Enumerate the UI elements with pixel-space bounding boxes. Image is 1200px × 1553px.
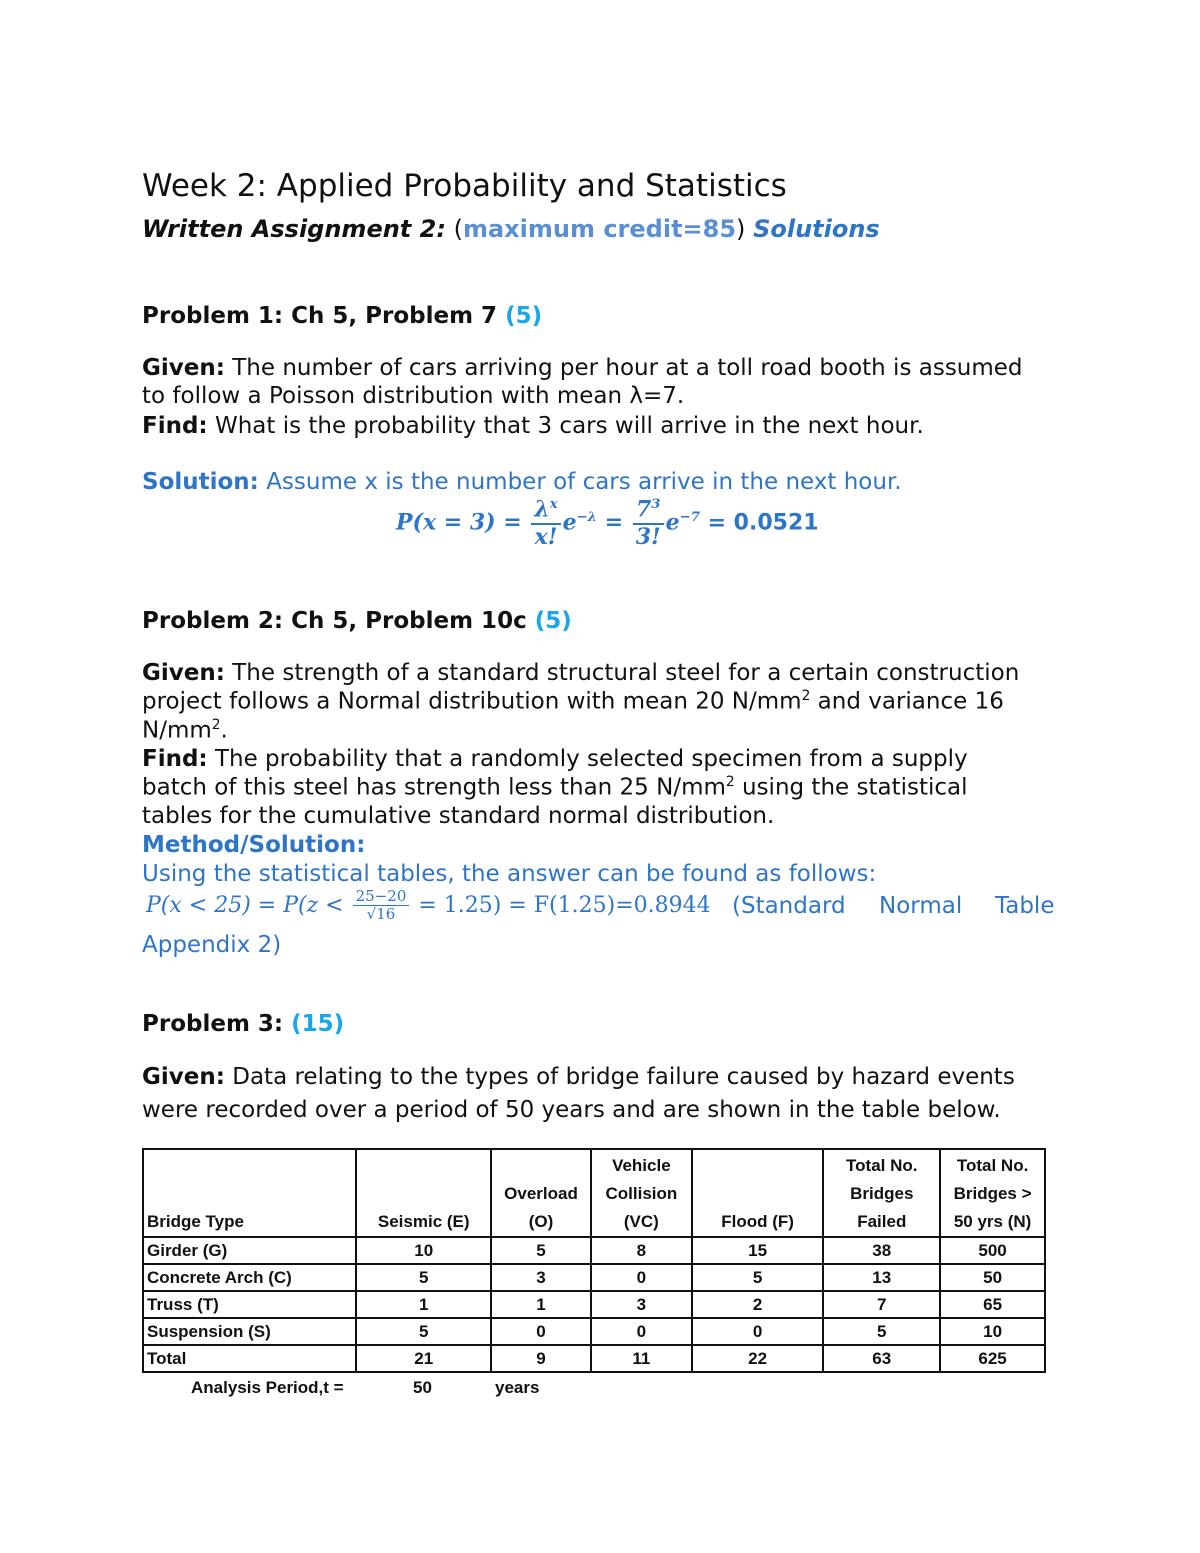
problem1-given-line1 — [142, 355, 1023, 381]
value-cell: 13 — [823, 1264, 940, 1291]
value-cell: 7 — [823, 1291, 940, 1318]
problem2-title: Problem 2: Ch 5, Problem 10c — [142, 608, 527, 634]
value-cell: 9 — [491, 1345, 591, 1372]
problem3-given-line2: were recorded over a period of 50 years and are shown in the table below. — [142, 1097, 1001, 1123]
header-line: Collision — [605, 1184, 678, 1203]
value-cell: 0 — [591, 1264, 692, 1291]
frac-den: x! — [534, 523, 558, 550]
value-cell: 50 — [940, 1264, 1045, 1291]
find-text: What is the probability that 3 cars will arrive in the next hour. — [207, 413, 924, 439]
eq-lhs: P(x = 3) = — [396, 509, 522, 536]
solution-label: Solution: — [142, 469, 259, 495]
header-line: Failed — [857, 1212, 907, 1231]
table-header-row — [143, 1149, 1045, 1237]
analysis-period-unit: years — [495, 1378, 540, 1397]
problem2-find-line1 — [142, 746, 968, 772]
solution-text: Assume x is the number of cars arrive in the next hour. — [258, 469, 902, 495]
table-row — [143, 1291, 1045, 1318]
value-cell: 38 — [823, 1237, 940, 1264]
problem1-title: Problem 1: Ch 5, Problem 7 — [142, 303, 498, 329]
value-cell: 63 — [823, 1345, 940, 1372]
eq-fraction-lambda — [531, 497, 560, 550]
problem2-equation — [146, 888, 711, 924]
problem3-points: (15) — [291, 1011, 345, 1037]
table-header-cell — [143, 1149, 356, 1237]
analysis-period-label: Analysis Period,t = — [191, 1378, 344, 1397]
page-title: Week 2: Applied Probability and Statistics — [142, 168, 787, 204]
value-cell: 0 — [491, 1318, 591, 1345]
table-body — [143, 1237, 1045, 1372]
table-header-cell — [356, 1149, 491, 1237]
eq-exp-sup: −λ — [576, 510, 597, 526]
analysis-period-value: 50 — [413, 1378, 432, 1397]
text: N/mm — [142, 717, 212, 744]
frac-num: 25−20 — [353, 888, 410, 906]
table-row — [143, 1318, 1045, 1345]
problem1-find — [142, 413, 924, 439]
table-row — [143, 1345, 1045, 1372]
header-line: Flood (F) — [721, 1212, 794, 1231]
value-cell: 5 — [823, 1318, 940, 1345]
frac-den: 3! — [635, 523, 661, 550]
value-cell: 5 — [692, 1264, 824, 1291]
text: and variance 16 — [810, 688, 1004, 715]
superscript: 2 — [801, 688, 811, 704]
value-cell: 5 — [356, 1318, 491, 1345]
solutions-label: Solutions — [753, 215, 880, 243]
header-line: (O) — [528, 1212, 554, 1231]
problem1-solution — [142, 469, 902, 495]
header-line: Total No. — [846, 1156, 918, 1175]
table-row — [143, 1237, 1045, 1264]
value-cell: 3 — [491, 1264, 591, 1291]
text: project follows a Normal distribution with mean 20 N/mm — [142, 688, 802, 715]
table-row — [143, 1264, 1045, 1291]
frac-num: 7 — [635, 496, 652, 523]
value-cell: 11 — [591, 1345, 692, 1372]
problem3-heading — [142, 1011, 344, 1037]
problem2-given-line1 — [142, 660, 1019, 686]
problem3-title: Problem 3: — [142, 1011, 284, 1037]
text: using the statistical — [734, 774, 968, 801]
bridge-failure-table — [142, 1148, 1046, 1373]
value-cell: 500 — [940, 1237, 1045, 1264]
value-cell: 21 — [356, 1345, 491, 1372]
problem1-equation — [396, 497, 819, 550]
value-cell: 2 — [692, 1291, 824, 1318]
value-cell: 5 — [356, 1264, 491, 1291]
value-cell: 5 — [491, 1237, 591, 1264]
header-line: Seismic (E) — [377, 1212, 470, 1231]
text: . — [220, 717, 228, 744]
given-label: Given: — [142, 355, 225, 381]
table-header-cell — [591, 1149, 692, 1237]
value-cell: 1 — [491, 1291, 591, 1318]
value-cell: 3 — [591, 1291, 692, 1318]
frac-num-sup: x — [549, 497, 558, 512]
given-label: Given: — [142, 660, 225, 686]
eq-equals: = — [604, 509, 624, 536]
header-line: Bridges > — [953, 1184, 1032, 1203]
given-text: The number of cars arriving per hour at a toll road booth is assumed — [224, 355, 1023, 381]
eq-exp-sup: −7 — [679, 510, 700, 526]
table-header-cell — [491, 1149, 591, 1237]
header-line: 50 yrs (N) — [953, 1212, 1032, 1231]
value-cell: 625 — [940, 1345, 1045, 1372]
value-cell: 10 — [356, 1237, 491, 1264]
row-label-cell: Total — [143, 1345, 356, 1372]
value-cell: 65 — [940, 1291, 1045, 1318]
table-ref-table: Table — [995, 893, 1055, 919]
method-label: Method/Solution: — [142, 832, 366, 858]
value-cell: 15 — [692, 1237, 824, 1264]
given-label: Given: — [142, 1064, 225, 1090]
header-line: Bridge Type — [147, 1212, 244, 1231]
eq-exp: e — [562, 509, 577, 536]
given-text: Data relating to the types of bridge failure caused by hazard events — [224, 1064, 1015, 1090]
table-ref-appendix: Appendix 2) — [142, 932, 282, 958]
eq-fraction-z — [353, 888, 410, 924]
header-line: Total No. — [956, 1156, 1029, 1175]
header-line: (VC) — [623, 1212, 659, 1231]
find-text: The probability that a randomly selected specimen from a supply — [207, 746, 968, 772]
problem2-find-line2 — [142, 774, 968, 801]
max-credit: maximum credit=85 — [462, 215, 737, 243]
problem1-heading — [142, 303, 542, 329]
frac-num: λ — [534, 496, 550, 523]
problem2-find-line3: tables for the cumulative standard normal distribution. — [142, 803, 775, 829]
table-ref-normal: Normal — [879, 893, 963, 919]
frac-num-sup: 3 — [651, 497, 661, 512]
row-label-cell: Concrete Arch (C) — [143, 1264, 356, 1291]
problem1-given-line2: to follow a Poisson distribution with mean λ=7. — [142, 383, 685, 409]
row-label-cell: Suspension (S) — [143, 1318, 356, 1345]
table-ref-standard: (Standard — [732, 893, 846, 919]
eq-part2: = 1.25) = F(1.25)=0.8944 — [418, 892, 711, 918]
header-line: Vehicle — [612, 1156, 671, 1175]
find-label: Find: — [142, 746, 208, 772]
header-line: Overload — [504, 1184, 578, 1203]
value-cell: 10 — [940, 1318, 1045, 1345]
problem2-given-line2 — [142, 688, 1004, 715]
row-label-cell: Girder (G) — [143, 1237, 356, 1264]
problem1-points: (5) — [505, 303, 543, 329]
table-header-cell — [823, 1149, 940, 1237]
eq-exp: e — [665, 509, 680, 536]
find-label: Find: — [142, 413, 208, 439]
value-cell: 1 — [356, 1291, 491, 1318]
problem2-heading — [142, 608, 572, 634]
given-text: The strength of a standard structural steel for a certain construction — [224, 660, 1020, 686]
method-text: Using the statistical tables, the answer can be found as follows: — [142, 861, 877, 887]
problem2-given-line3 — [142, 717, 228, 744]
value-cell: 0 — [591, 1318, 692, 1345]
value-cell: 0 — [692, 1318, 824, 1345]
problem2-points: (5) — [534, 608, 572, 634]
table-header-cell — [692, 1149, 824, 1237]
superscript: 2 — [211, 717, 221, 733]
eq-fraction-seven — [633, 497, 664, 550]
value-cell: 22 — [692, 1345, 824, 1372]
problem3-given-line1 — [142, 1064, 1015, 1090]
paren-open: ( — [453, 215, 463, 243]
header-line: Bridges — [850, 1184, 914, 1203]
text: batch of this steel has strength less than 25 N/mm — [142, 774, 726, 801]
table-header-cell — [940, 1149, 1045, 1237]
page-subtitle — [142, 215, 880, 243]
value-cell: 8 — [591, 1237, 692, 1264]
paren-close: ) — [736, 215, 746, 243]
assignment-label: Written Assignment 2: — [142, 215, 446, 243]
eq-result: = 0.0521 — [707, 510, 819, 536]
eq-part1: P(x < 25) = P(z < — [146, 892, 344, 918]
row-label-cell: Truss (T) — [143, 1291, 356, 1318]
superscript: 2 — [725, 774, 735, 790]
frac-den: √16 — [366, 905, 396, 924]
